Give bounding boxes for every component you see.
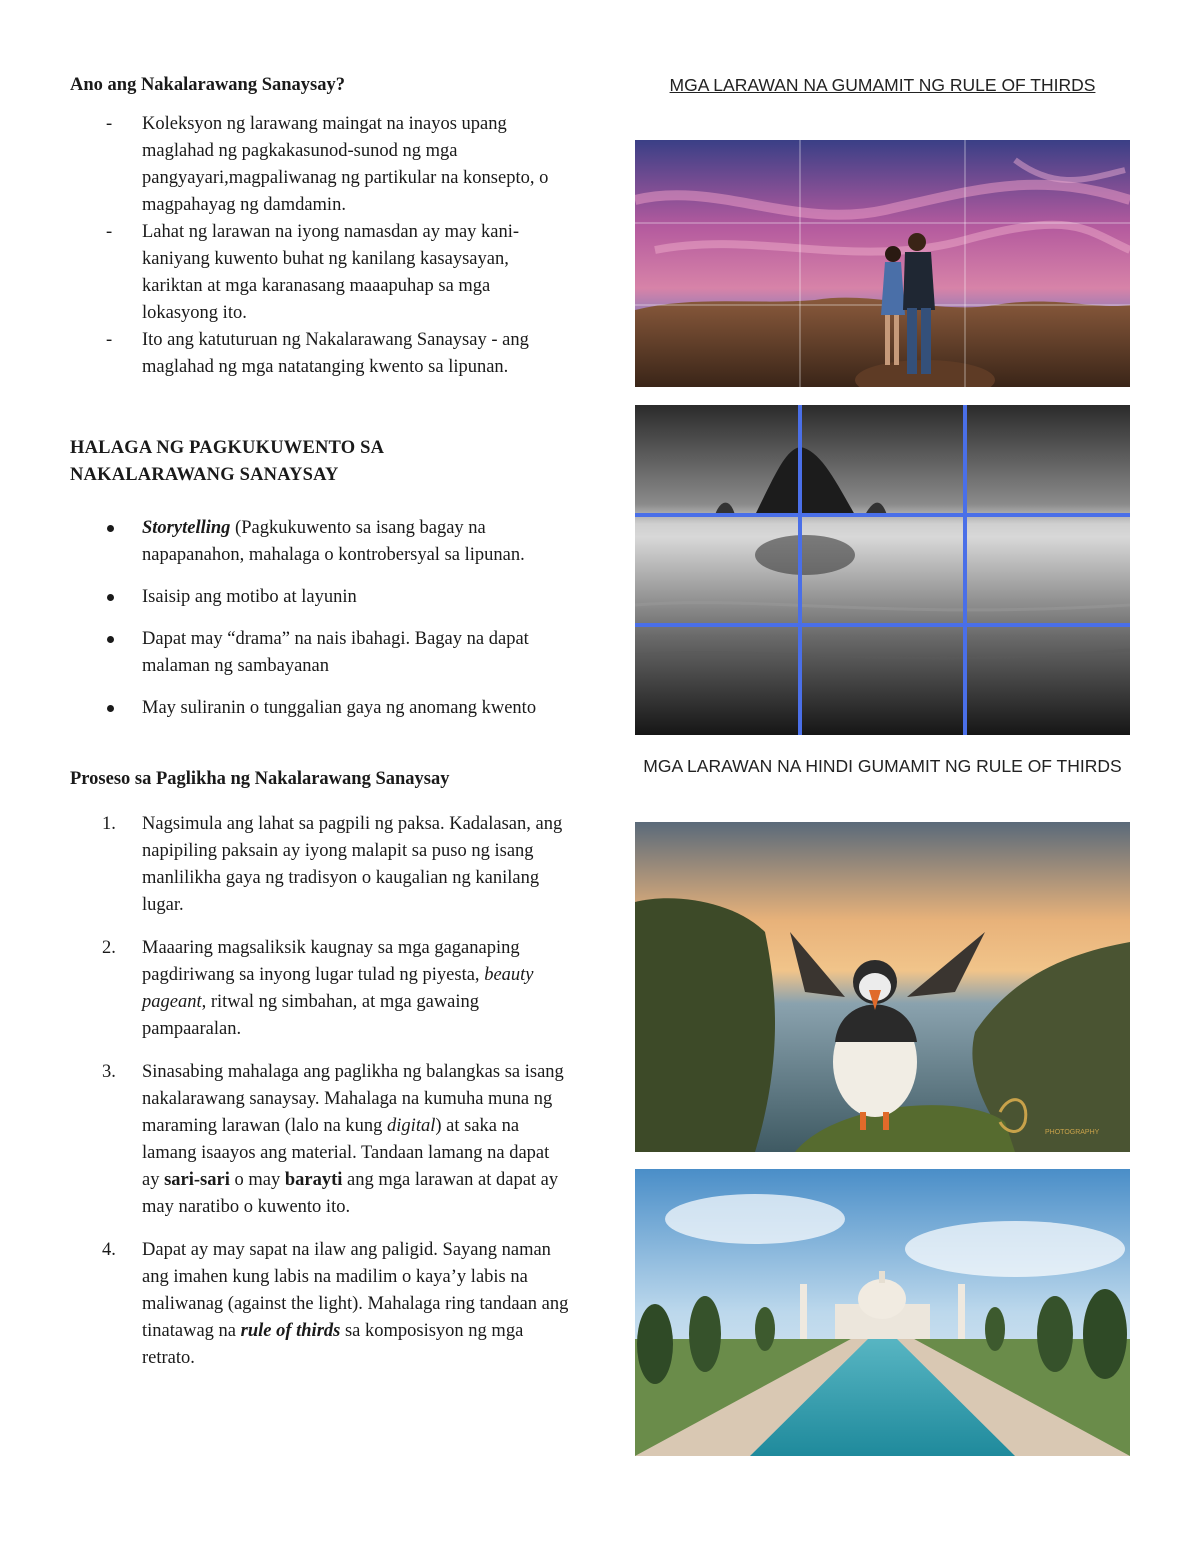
process-list [70, 811, 570, 1372]
item-number: 3. [102, 1062, 116, 1082]
bullet-text: Isaisip ang motibo at layunin [142, 587, 357, 607]
section2-heading-line2: NAKALARAWANG SANAYSAY [70, 465, 339, 485]
bold-text: barayti [284, 1170, 343, 1190]
bullet-item [70, 515, 570, 569]
bullet-icon [107, 525, 114, 532]
item-number: 1. [102, 814, 116, 834]
bullet-item [70, 695, 570, 722]
process-text: ang mga larawan at dapat ay may naratibo o kuwento ito. [142, 1170, 559, 1217]
bullet-text: Dapat may “drama” na nais ibahagi. Bagay na dapat malaman ng sambayanan [142, 629, 529, 676]
bullet-text: (Pagkukuwento sa isang bagay na napapanahon, mahalaga o kontrobersyal sa lipunan. [142, 518, 525, 565]
section3-heading: Proseso sa Paglikha ng Nakalarawang Sanaysay [70, 769, 450, 789]
process-text: Dapat ay may sapat na ilaw ang paligid. Sayang naman ang imahen kung labis na madilim o kaya’y labis na maliwanag (against the light). Mahalaga ring tandaan ang tinatawag na [142, 1240, 569, 1341]
storytelling-list [70, 515, 570, 722]
bullet-icon [107, 636, 114, 643]
item-number: 4. [102, 1240, 116, 1260]
item-number: 2. [102, 938, 116, 958]
storytelling-term: Storytelling [142, 518, 231, 538]
photo-haystack-rock [635, 405, 1130, 735]
section1-heading: Ano ang Nakalarawang Sanaysay? [70, 75, 345, 95]
caption-with-rule-of-thirds: MGA LARAWAN NA GUMAMIT NG RULE OF THIRDS [669, 75, 1096, 95]
photo-couple-sunset [635, 140, 1130, 387]
bullet-item [70, 626, 570, 680]
process-item [70, 1059, 570, 1221]
bold-text: sari-sari [164, 1170, 230, 1190]
bullet-icon [107, 594, 114, 601]
definition-list [70, 111, 570, 381]
bullet-icon [107, 705, 114, 712]
process-text: Nagsimula ang lahat sa pagpili ng paksa. Kadalasan, ang napipiling paksain ay iyong malapit sa puso ng isang manlilikha gaya ng tradisyon o kaugalian ng kanilang lugar. [142, 814, 563, 915]
process-item [70, 811, 570, 919]
emphasis-text: beauty pageant [142, 965, 534, 1012]
process-text: , ritwal ng simbahan, at mga gawaing pampaaralan. [142, 992, 480, 1039]
process-text: Maaaring magsaliksik kaugnay sa mga gaganaping pagdiriwang sa inyong lugar tulad ng piyesta, [142, 938, 520, 985]
section2-heading-line1: HALAGA NG PAGKUKUWENTO SA [70, 438, 385, 458]
process-item [70, 935, 570, 1043]
bullet-text: May suliranin o tunggalian gaya ng anomang kwento [142, 698, 537, 718]
left-column [70, 72, 570, 1388]
section2-heading [70, 435, 570, 489]
definition-item: - Koleksyon ng larawang maingat na inayos upang maglahad ng pagkakasunod-sunod ng mga pangyayari,magpaliwanag ng partikular na konsepto, o magpahayag ng damdamin. [70, 111, 570, 219]
caption-without-rule-of-thirds: MGA LARAWAN NA HINDI GUMAMIT NG RULE OF THIRDS [643, 756, 1122, 776]
bullet-item [70, 584, 570, 611]
emphasis-text: digital [387, 1116, 436, 1136]
process-text: o may [229, 1170, 285, 1190]
process-text: Sinasabing mahalaga ang paglikha ng balangkas sa isang nakalarawang sanaysay. Mahalaga na kumuha muna ng maraming larawan (lalo na kung [142, 1062, 564, 1136]
definition-item: - Lahat ng larawan na iyong namasdan ay may kani-kaniyang kuwento buhat ng kanilang kasaysayan, kariktan at mga karanasang maaapuhap sa mga lokasyong ito. [70, 219, 570, 327]
photo-taj-mahal [635, 1169, 1130, 1456]
process-text: ) at saka na lamang isaayos ang material. Tandaan lamang na dapat ay [142, 1116, 550, 1190]
process-item [70, 1237, 570, 1372]
process-text: sa komposisyon ng mga retrato. [142, 1321, 524, 1368]
rule-of-thirds-term: rule of thirds [240, 1321, 341, 1341]
photography-watermark: PHOTOGRAPHY [1045, 1129, 1100, 1136]
photo-puffin [635, 822, 1130, 1152]
definition-item: - Ito ang katuturuan ng Nakalarawang Sanaysay - ang maglahad ng mga natatanging kwento sa lipunan. [70, 327, 570, 381]
